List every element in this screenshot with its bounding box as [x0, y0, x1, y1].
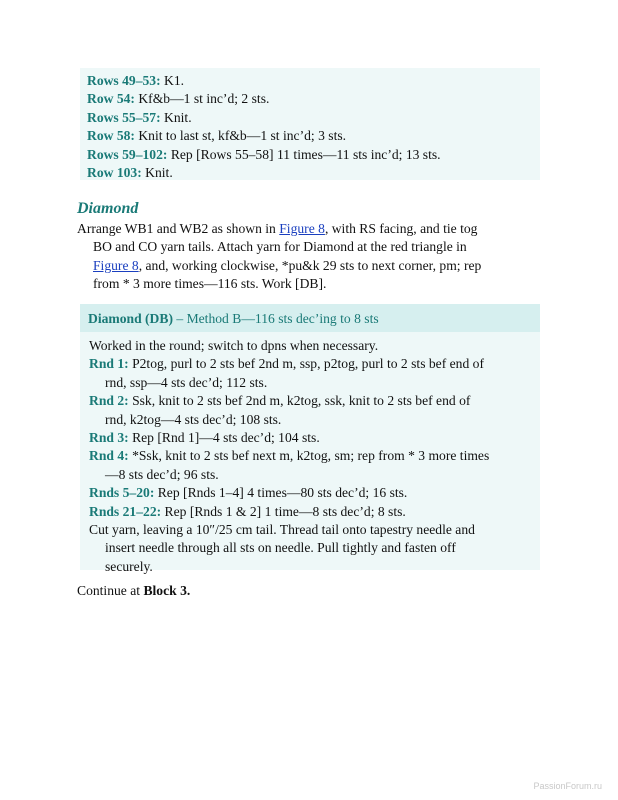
diamond-db-box — [80, 304, 540, 574]
round-text-cont: rnd, k2tog—4 sts dec’d; 108 sts. — [105, 411, 282, 427]
round-label: Rnd 1: — [89, 356, 129, 372]
round-instruction — [89, 484, 534, 502]
paragraph-text: Arrange WB1 and WB2 as shown in — [77, 221, 280, 236]
round-label: Rnds 21–22: — [89, 503, 162, 519]
round-instruction — [89, 392, 534, 429]
finishing-text: securely. — [105, 558, 153, 574]
paragraph-line — [77, 220, 539, 238]
paragraph-text: , with RS facing, and tie tog — [324, 221, 478, 236]
round-label: Rnd 2: — [89, 393, 129, 409]
round-label: Rnds 5–20: — [89, 485, 155, 501]
row-text: Knit to last st, kf&b—1 st inc’d; 3 sts. — [134, 128, 347, 144]
paragraph-line: BO and CO yarn tails. Attach yarn for Diamond at the red triangle in — [93, 239, 467, 255]
round-label: Rnd 3: — [89, 430, 129, 446]
round-instruction — [89, 429, 534, 447]
row-label: Row 54: — [87, 91, 135, 107]
row-label: Row 58: — [87, 128, 135, 144]
row-instruction — [87, 90, 540, 108]
db-box-title — [80, 304, 540, 332]
continue-prefix: Continue at — [77, 583, 144, 598]
row-label: Rows 49–53: — [87, 73, 161, 88]
paragraph-line: from * 3 more times—116 sts. Work [DB]. — [93, 276, 327, 292]
round-text: P2tog, purl to 2 sts bef 2nd m, ssp, p2tog, purl to 2 sts bef end of — [128, 356, 484, 372]
paragraph-text: , and, working clockwise, *pu&k 29 sts to next corner, pm; rep — [138, 257, 482, 273]
db-title-rest: – Method B—116 sts dec’ing to 8 sts — [172, 311, 379, 326]
paragraph-line — [77, 257, 539, 275]
figure-link[interactable]: Figure 8 — [93, 257, 139, 273]
row-instruction — [87, 109, 540, 127]
row-instruction — [87, 72, 540, 90]
round-text: Rep [Rnds 1 & 2] 1 time—8 sts dec’d; 8 sts. — [161, 503, 406, 519]
watermark: PassionForum.ru — [533, 781, 602, 791]
round-text-cont: —8 sts dec’d; 96 sts. — [105, 466, 219, 482]
round-text: Rep [Rnds 1–4] 4 times—80 sts dec’d; 16 sts. — [154, 485, 408, 501]
round-text-cont: rnd, ssp—4 sts dec’d; 112 sts. — [105, 374, 268, 390]
finishing-text: Cut yarn, leaving a 10″/25 cm tail. Thread tail onto tapestry needle and — [89, 522, 475, 538]
round-instruction — [89, 447, 534, 484]
round-text: Rep [Rnd 1]—4 sts dec’d; 104 sts. — [128, 430, 320, 446]
db-intro: Worked in the round; switch to dpns when necessary. — [89, 338, 379, 353]
figure-link[interactable]: Figure 8 — [279, 221, 325, 236]
round-label: Rnd 4: — [89, 448, 129, 464]
row-text: Kf&b—1 st inc’d; 2 sts. — [134, 91, 270, 107]
round-text: Ssk, knit to 2 sts bef 2nd m, k2tog, ssk, knit to 2 sts bef end of — [128, 393, 471, 409]
row-instruction — [87, 127, 540, 145]
row-text: Rep [Rows 55–58] 11 times—11 sts inc’d; 13 sts. — [167, 146, 441, 162]
continue-note — [77, 582, 190, 600]
round-instruction — [89, 503, 534, 521]
row-instruction — [87, 164, 540, 182]
round-text: *Ssk, knit to 2 sts bef next m, k2tog, sm; rep from * 3 more times — [128, 448, 490, 464]
finishing-text: insert needle through all sts on needle. Pull tightly and fasten off — [105, 540, 456, 556]
continue-block: Block 3. — [143, 583, 191, 598]
row-label: Row 103: — [87, 165, 142, 181]
row-text: K1. — [160, 73, 185, 88]
rows-box — [80, 68, 540, 180]
round-instruction — [89, 355, 534, 392]
row-text: Knit. — [160, 109, 192, 125]
row-text: Knit. — [141, 165, 173, 181]
row-label: Rows 59–102: — [87, 146, 168, 162]
section-heading: Diamond — [77, 200, 139, 217]
diamond-paragraph — [77, 220, 539, 294]
row-instruction — [87, 146, 540, 164]
row-label: Rows 55–57: — [87, 109, 161, 125]
db-title-bold: Diamond (DB) — [88, 311, 173, 326]
db-box-body — [80, 332, 540, 576]
finishing-instruction — [89, 521, 534, 576]
